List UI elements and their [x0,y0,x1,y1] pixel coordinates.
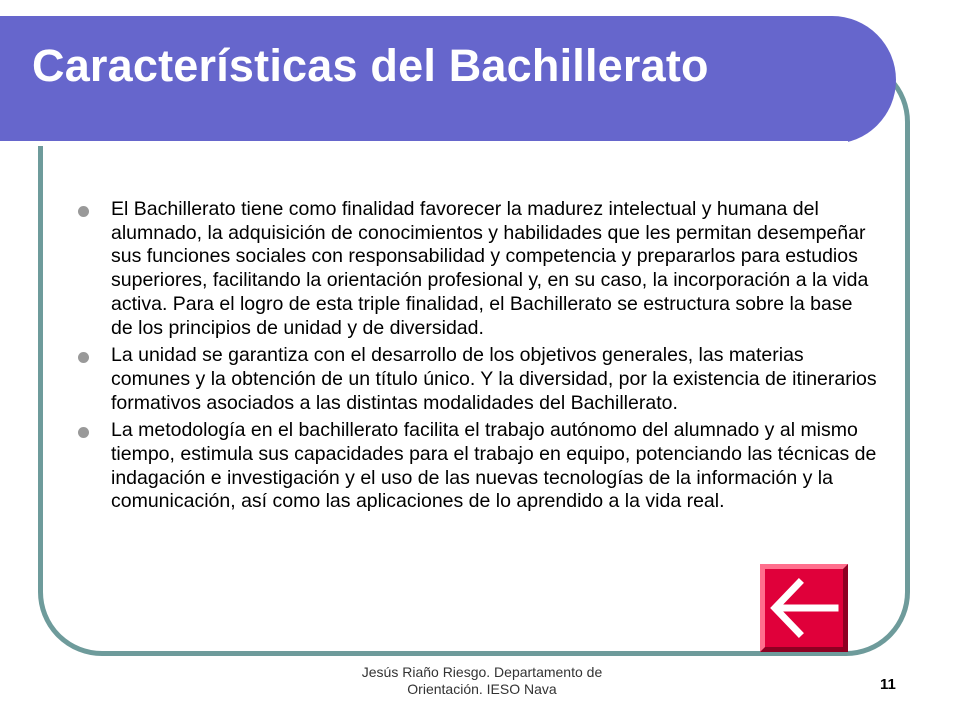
bullet-dot-icon [78,352,89,363]
page-number: 11 [880,676,896,693]
title-underline [0,141,848,146]
back-button[interactable] [760,564,848,652]
left-arrow-icon [765,569,843,647]
bullet-text-1: El Bachillerato tiene como finalidad favorecer la madurez intelectual y humana del alumnado, la adquisición de conocimientos y habilidades que les permitan desempeñar sus funciones sociales con responsabilidad y competencia y prepararlos para estudios superiores, facilitando la orientación profesional y, en su caso, la incorporación a la vida activa. Para el logro de esta triple finalidad, el Bachillerato se estructura sobre la base de los principios de unidad y de diversidad. [111,198,869,339]
footer-author-line-1: Jesús Riaño Riesgo. Departamento de [361,664,603,680]
bullet-item-2 [78,344,878,415]
bullet-text-2: La unidad se garantiza con el desarrollo de los objetivos generales, las materias comunes y la obtención de un título único. Y la diversidad, por la existencia de itinerarios formativos asociados a las distintas modalidades del Bachillerato. [111,344,877,414]
bullet-dot-icon [78,427,89,438]
footer-author [312,664,652,698]
bullet-dot-icon [78,206,89,217]
bullet-list [78,198,878,518]
slide-title: Características del Bachillerato [32,40,709,91]
bullet-text-3: La metodología en el bachillerato facilita el trabajo autónomo del alumnado y al mismo tiempo, estimula sus capacidades para el trabajo en equipo, potenciando las técnicas de indagación e investigación y el uso de las nuevas tecnologías de la información y la comunicación, así como las aplicaciones de lo aprendido a la vida real. [111,419,877,513]
footer-author-line-2: Orientación. IESO Nava [407,681,557,697]
bullet-item-1 [78,198,878,340]
bullet-item-3 [78,419,878,514]
